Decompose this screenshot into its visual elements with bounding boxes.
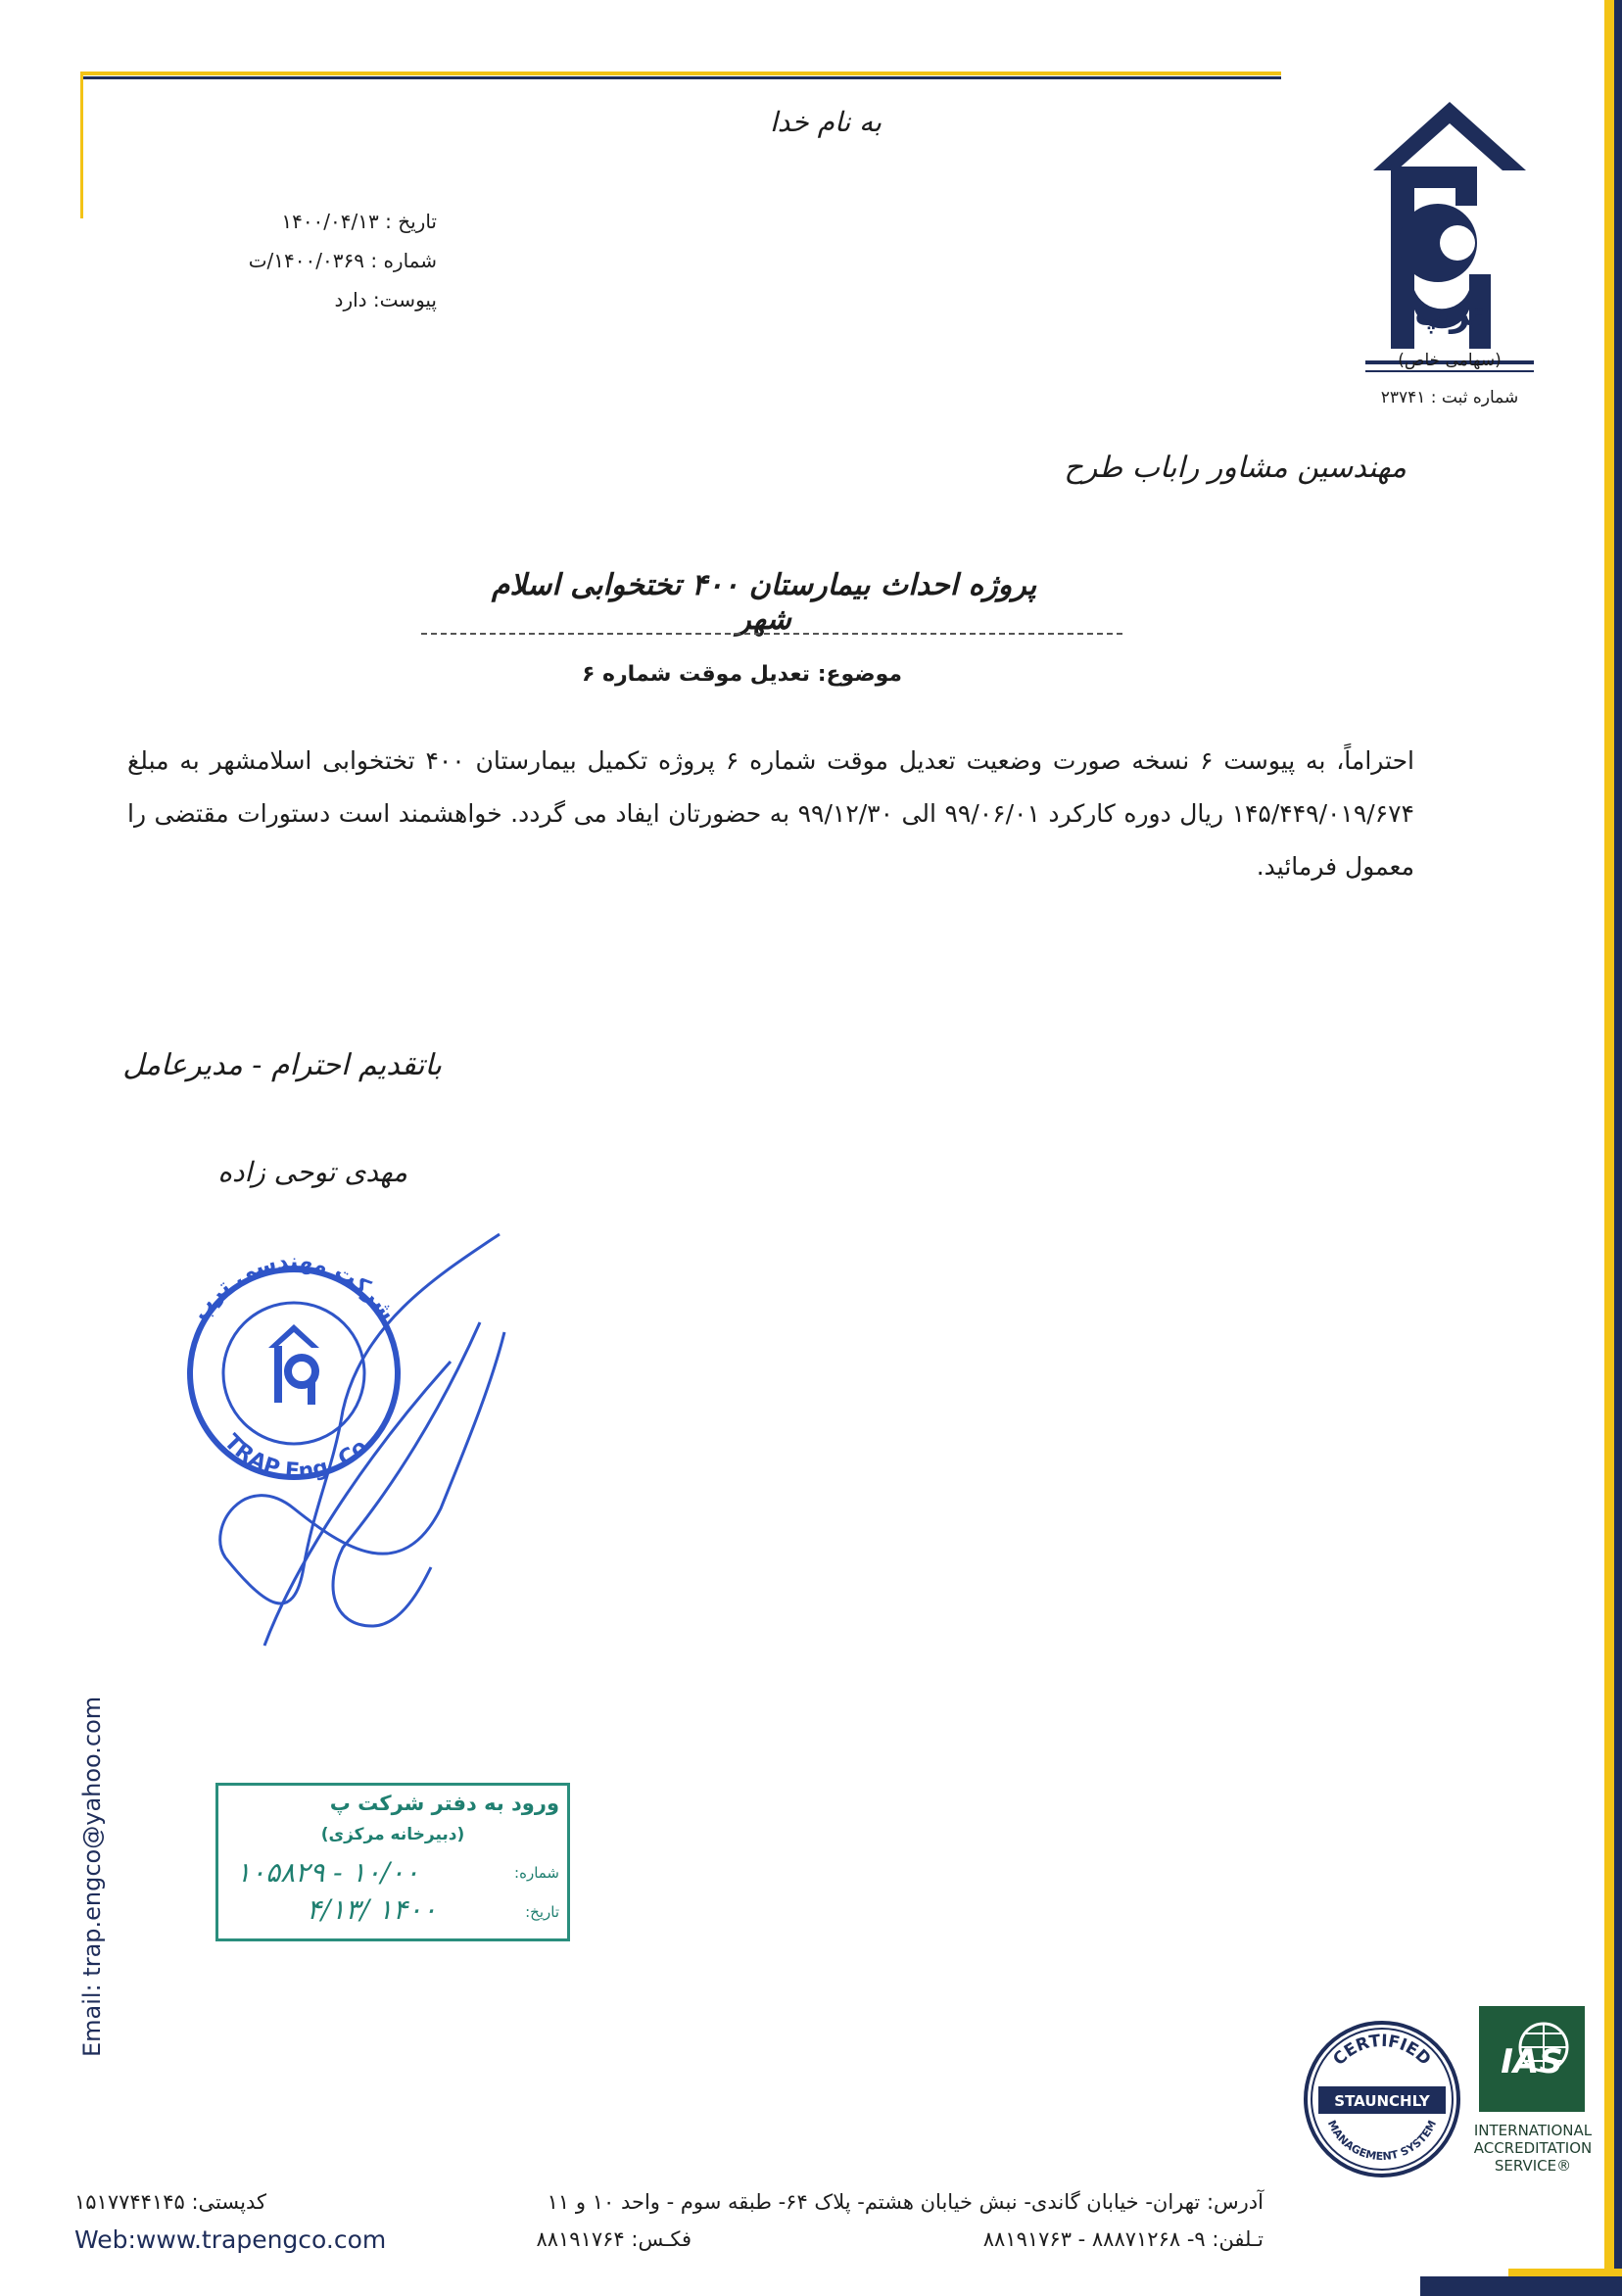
office-stamp-date-label: تاریخ: [525,1903,559,1921]
closing-line: باتقدیم احترام - مدیرعامل [122,1048,442,1082]
company-name: ترپ [1413,294,1486,334]
letter-body: احتراماً، به پیوست ۶ نسخه صورت وضعیت تعدیل موقت شماره ۶ پروژه تکمیل بیمارستان ۴۰۰ تختخوابی اسلامشهر به مبلغ ۱۴۵/۴۴۹/۰۱۹/۶۷۴ ریال دوره کارکرد ۹۹/۰۶/۰۱ الی ۹۹/۱۲/۳۰ به حضورتان ایفاد می گردد. خواهشمند است دستورات مقتضی را معمول فرمائید. [127,746,1415,881]
footer-phone: تـلفن: ۹- ۸۸۸۷۱۲۶۸ - ۸۸۱۹۱۷۶۳ [982,2227,1264,2251]
ias-caption [1467,2122,1598,2175]
bottom-border-blue [1420,2276,1622,2296]
ias-caption-line1: INTERNATIONAL [1473,2122,1593,2139]
office-stamp-title: ورود به دفتر شرکت پ [329,1792,559,1815]
office-stamp-number-value: ۱۰/۰۰ - ۱۰۵۸۲۹ [236,1856,420,1889]
svg-text:TRAP Eng. Co. [219,1430,379,1484]
top-border-yellow [80,72,1281,75]
office-stamp-number-label: شماره: [514,1864,559,1882]
svg-text:شرکت مهندسی ترپ [188,1250,401,1325]
footer-website: Web:www.trapengco.com [74,2225,387,2254]
seal-text-bottom: TRAP Eng. Co. [218,1429,379,1485]
bismillah: به نام خدا [769,106,882,138]
ias-caption-line2: ACCREDITATION [1473,2139,1593,2157]
seal-text-top: شرکت مهندسی ترپ [187,1249,401,1325]
number-line: شماره : ۱۴۰۰/۰۳۶۹/ت [248,249,437,272]
right-border-blue [1614,0,1622,2296]
badge-text-middle: STAUNCHLY [1334,2092,1430,2110]
company-registration: شماره ثبت : ۲۳۷۴۱ [1380,388,1519,407]
top-border-blue [80,76,1281,79]
footer-fax: فکـس: ۸۸۱۹۱۷۶۴ [536,2227,692,2251]
footer-email: Email: trap.engco@yahoo.com [78,1696,106,2057]
ias-caption-line3: SERVICE® [1494,2157,1572,2175]
subject-line: موضوع: تعدیل موقت شماره ۶ [581,662,902,687]
bottom-border-yellow [1508,2269,1622,2276]
office-receipt-stamp [215,1783,570,1941]
signer-name: مهدی توحی زاده [217,1156,407,1188]
office-stamp-date-value: ۱۴۰۰ /۴/۱۳ [307,1893,438,1926]
badge-text-bottom: MANAGEMENT SYSTEM [1324,2118,1440,2164]
footer-postal-code: کدپستی: ۱۵۱۷۷۴۴۱۴۵ [74,2190,266,2214]
certified-badge-icon [1303,2020,1461,2178]
left-border-yellow [80,72,83,218]
ias-logo-text: IAS [1501,2042,1563,2081]
company-seal-icon [147,1215,597,1665]
footer-address: آدرس: تهران- خیابان گاندی- نبش خیابان هشتم- پلاک ۶۴- طبقه سوم - واحد ۱۰ و ۱۱ [547,2190,1264,2214]
date-line: تاریخ : ۱۴۰۰/۰۴/۱۳ [281,210,437,233]
office-stamp-subtitle: (دبیرخانه مرکزی) [320,1825,465,1844]
company-subtitle: (سهامی خاص) [1398,351,1502,370]
ias-logo-icon [1479,2006,1585,2112]
badge-text-top: CERTIFIED [1329,2031,1435,2070]
right-border-yellow [1604,0,1614,2296]
project-title: پروژه احداث بیمارستان ۴۰۰ تختخوابی اسلام شهر [491,568,1037,637]
divider [421,633,1122,635]
addressee: مهندسین مشاور راباب طرح [1064,451,1407,485]
attachment-line: پیوست: دارد [334,288,437,311]
